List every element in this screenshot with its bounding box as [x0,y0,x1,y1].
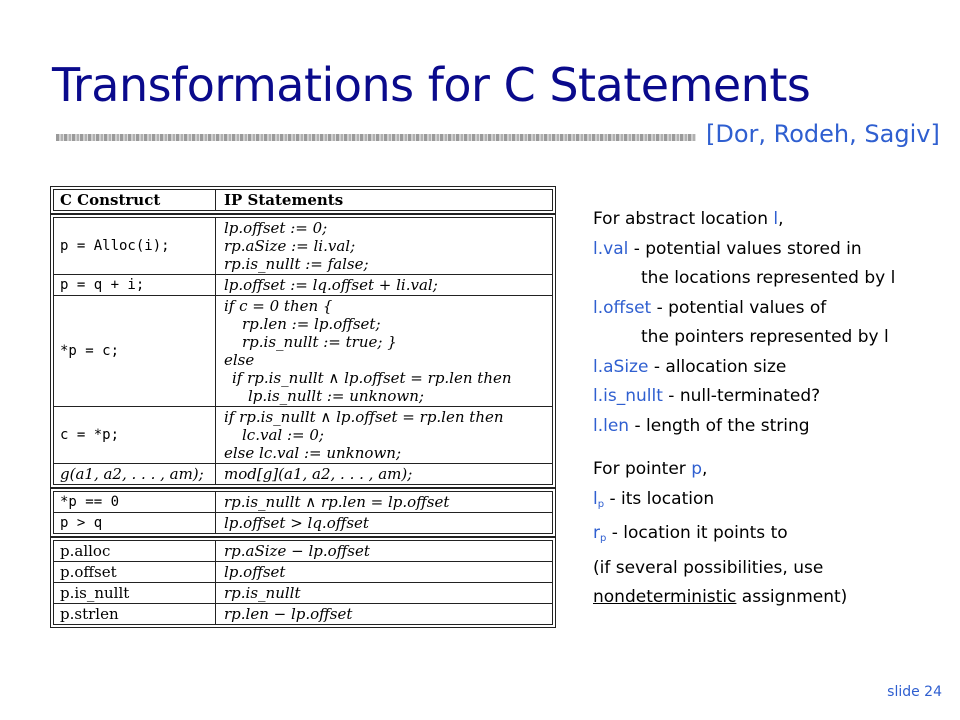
note-desc: - potential values stored in [628,238,862,259]
note-key: l.val [593,238,629,259]
statement-line: if rp.is_nullt ∧ lp.offset = rp.len then [232,369,512,387]
table-header-group [53,189,553,211]
statement-line: lp.offset := 0; [224,219,328,237]
statements-cmp-zero: rp.is_nullt ∧ rp.len = lp.offset [224,493,450,511]
abstract-location-intro [593,205,895,235]
note-key: l.is_nullt [593,386,663,406]
title-divider [56,134,696,141]
note-desc: - length of the string [629,415,810,436]
header-ip-statements: IP Statements [224,191,344,209]
table-row [54,512,552,533]
note-key: r [593,523,600,543]
note-desc: - null-terminated? [662,386,821,406]
table-row [54,218,552,274]
statement-line: rp.is_nullt := true; } [242,333,397,351]
construct-poffset: p.offset [54,562,216,582]
table-row [54,274,552,295]
note-key: l.offset [593,297,652,318]
note-isnullt [593,382,895,412]
transformation-table [50,189,556,631]
note-desc: - potential values of [651,297,827,318]
note-offset [593,294,895,324]
table-row [54,603,552,624]
construct-alloc: p = Alloc(i); [54,218,216,274]
construct-store: *p = c; [54,296,216,406]
table-body-group-3 [53,540,553,625]
statement-line: if rp.is_nullt ∧ lp.offset = rp.len then [224,408,504,426]
table-body-group-2 [53,491,553,534]
spacer [593,441,895,455]
statement-line: else [224,351,255,369]
table-row [54,463,552,484]
statement-line: else lc.val := unknown; [224,444,402,462]
table-row [54,561,552,582]
construct-call: g(a1, a2, . . . , am); [54,464,216,484]
statements-add [216,275,552,295]
statement-line: rp.aSize := li.val; [224,237,356,255]
note-len [593,412,895,442]
note-rp [593,519,895,554]
underlined-term: nondeterministic [593,587,737,607]
note-desc: - its location [604,488,715,509]
citation: [Dor, Rodeh, Sagiv] [706,120,940,148]
table-row [54,406,552,463]
header-c-construct: C Construct [54,190,216,210]
note-val [593,235,895,265]
statement-line: rp.len := lp.offset; [242,315,381,333]
slide-title: Transformations for C Statements [52,58,811,112]
construct-palloc: p.alloc [54,541,216,561]
note-key-sub: p [597,498,605,510]
intro-punct: , [701,459,708,479]
table-row [54,492,552,512]
note-multi-1: (if several possibilities, use [593,557,824,578]
statement-line: if c = 0 then { [224,297,333,315]
table-row [54,295,552,406]
statements-alloc [216,218,552,274]
construct-cmp-q: p > q [54,513,216,533]
note-desc: assignment) [736,587,848,607]
construct-load: c = *p; [54,407,216,463]
construct-cmp-zero: *p == 0 [54,492,216,512]
intro-punct: , [778,209,784,229]
pointer-intro [593,455,895,485]
slide-number: slide 24 [887,684,942,700]
note-asize [593,353,895,383]
intro-text: For pointer [593,459,692,479]
construct-pstrlen: p.strlen [54,604,216,624]
table-row [54,541,552,561]
statements-pisnullt: rp.is_nullt [224,584,301,602]
statement-line: lc.val := 0; [242,426,324,444]
construct-pisnullt: p.is_nullt [54,583,216,603]
note-desc: - location it points to [606,523,788,543]
statements-call: mod[g](a1, a2, . . . , am); [224,465,413,483]
statement-line: rp.is_nullt := false; [224,255,369,273]
note-key: l.aSize [593,356,649,377]
note-desc: - allocation size [648,356,787,377]
statement-line: lp.offset := lq.offset + li.val; [224,276,438,294]
note-key: l.len [593,415,630,436]
statement-line: lp.is_nullt := unknown; [248,387,424,405]
table-body-group-1 [53,217,553,485]
intro-highlight: l [773,209,779,229]
construct-add: p = q + i; [54,275,216,295]
statements-palloc: rp.aSize − lp.offset [224,542,370,560]
statements-poffset: lp.offset [224,563,286,581]
statements-load [216,407,552,463]
note-multi-2 [593,583,895,613]
note-offset-cont: the pointers represented by l [641,327,889,347]
table-header-row [54,190,552,210]
statements-store [216,296,552,406]
explanation-notes [593,205,895,613]
note-key: l [593,488,598,509]
note-lp [593,485,895,520]
statements-cmp-q: lp.offset > lq.offset [224,514,369,532]
statements-pstrlen: rp.len − lp.offset [224,605,353,623]
table-row [54,582,552,603]
intro-text: For abstract location [593,209,774,229]
note-key-sub: p [600,533,607,544]
intro-highlight: p [691,459,702,479]
note-val-cont: the locations represented by l [641,268,896,288]
